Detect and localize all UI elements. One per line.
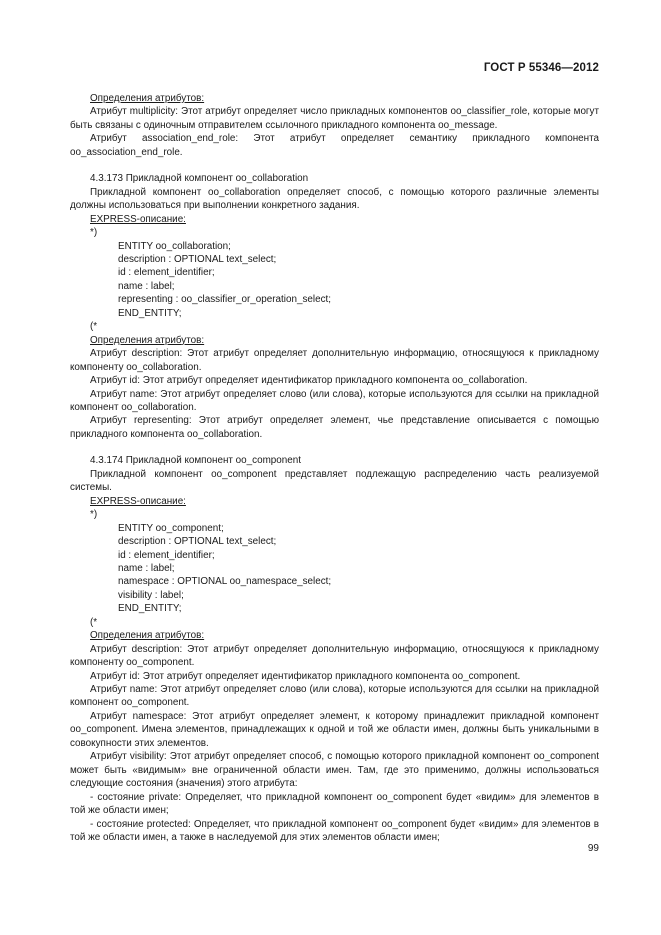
attribute-paragraph: Атрибут description: Этот атрибут определяет дополнительную информацию, относящуюся к прикладному компоненту oo_collaboration.	[70, 348, 599, 373]
comment-marker: (*	[90, 321, 98, 333]
attributes-heading: Определения атрибутов:	[90, 630, 205, 642]
code-line: visibility : label;	[118, 589, 184, 601]
attribute-list-item: - состояние protected: Определяет, что прикладной компонент oo_component будет «видим» для элементов в той же области имен, а также в наследуемой для этих элементов области имен;	[70, 818, 599, 844]
attribute-paragraph: Атрибут namespace: Этот атрибут определяет элемент, к которому принадлежит прикладной компонент oo_component. Имена элементов, принадлежащих к одной и той же области имен, должны быть уникальными в совокупности этих элементов.	[70, 710, 599, 749]
page-number: 99	[587, 843, 599, 854]
code-line: name : label;	[118, 562, 175, 574]
attribute-paragraph: Атрибут name: Этот атрибут определяет слово (или слова), которые используются для ссылки на прикладной компонент oo_component.	[70, 684, 599, 709]
attribute-paragraph: Атрибут id: Этот атрибут определяет идентификатор прикладного компонента oo_component.	[90, 670, 521, 682]
attributes-heading: Определения атрибутов:	[90, 93, 205, 104]
attribute-list-item: - состояние private: Определяет, что прикладной компонент oo_component будет «видим» для элементов в той же области имен;	[70, 791, 599, 817]
code-line: ENTITY oo_component;	[118, 522, 224, 534]
document-header: ГОСТ Р 55346—2012	[483, 62, 599, 74]
code-line: representing : oo_classifier_or_operation_select;	[118, 294, 331, 306]
code-line: name : label;	[118, 280, 175, 292]
code-line: id : element_identifier;	[118, 549, 215, 561]
comment-marker: *)	[90, 227, 98, 239]
comment-marker: (*	[90, 616, 98, 628]
code-line: END_ENTITY;	[118, 603, 182, 615]
attribute-paragraph: Атрибут association_end_role: Этот атрибут определяет семантику прикладного компонента oo_association_end_role.	[70, 133, 599, 158]
attributes-heading: Определения атрибутов:	[90, 334, 205, 346]
attribute-paragraph: Атрибут representing: Этот атрибут определяет элемент, чье представление описывается с помощью прикладного компонента oo_collaboration.	[70, 415, 599, 440]
page-body	[70, 92, 599, 844]
code-line: id : element_identifier;	[118, 267, 215, 279]
code-line: namespace : OPTIONAL oo_namespace_select;	[118, 576, 332, 588]
section-description: Прикладной компонент oo_collaboration определяет способ, с помощью которого различные элементы должны использоваться при выполнении конкретного задания.	[70, 186, 599, 212]
section-title: 4.3.174 Прикладной компонент oo_component	[90, 455, 302, 467]
attribute-paragraph: Атрибут multiplicity: Этот атрибут определяет число прикладных компонентов oo_classifier_role, которые могут быть связаны с одиночным отправителем ссылочного прикладного компонента oo_message.	[70, 106, 599, 131]
code-line: description : OPTIONAL text_select;	[118, 253, 277, 265]
attribute-paragraph: Атрибут visibility: Этот атрибут определяет способ, с помощью которого прикладной компонент oo_component может быть «видимым» вне ограниченной области имен. Там, где это применимо, должны использоваться следующие состояния (значения) этого атрибута:	[70, 751, 599, 790]
attribute-paragraph: Атрибут id: Этот атрибут определяет идентификатор прикладного компонента oo_collaboration.	[90, 375, 528, 387]
comment-marker: *)	[90, 509, 98, 521]
section-title: 4.3.173 Прикладной компонент oo_collaboration	[90, 173, 309, 185]
express-label: EXPRESS-описание:	[90, 495, 186, 507]
code-line: END_ENTITY;	[118, 307, 182, 319]
express-label: EXPRESS-описание:	[90, 213, 186, 225]
code-line: ENTITY oo_collaboration;	[118, 240, 231, 252]
code-line: description : OPTIONAL text_select;	[118, 536, 277, 548]
attribute-paragraph: Атрибут name: Этот атрибут определяет слово (или слова), которые используются для ссылки на прикладной компонент oo_collaboration.	[70, 388, 599, 413]
attribute-paragraph: Атрибут description: Этот атрибут определяет дополнительную информацию, относящуюся к прикладному компоненту oo_component.	[70, 643, 599, 669]
section-description: Прикладной компонент oo_component представляет подлежащую распределению часть реализуемой системы.	[70, 468, 599, 494]
